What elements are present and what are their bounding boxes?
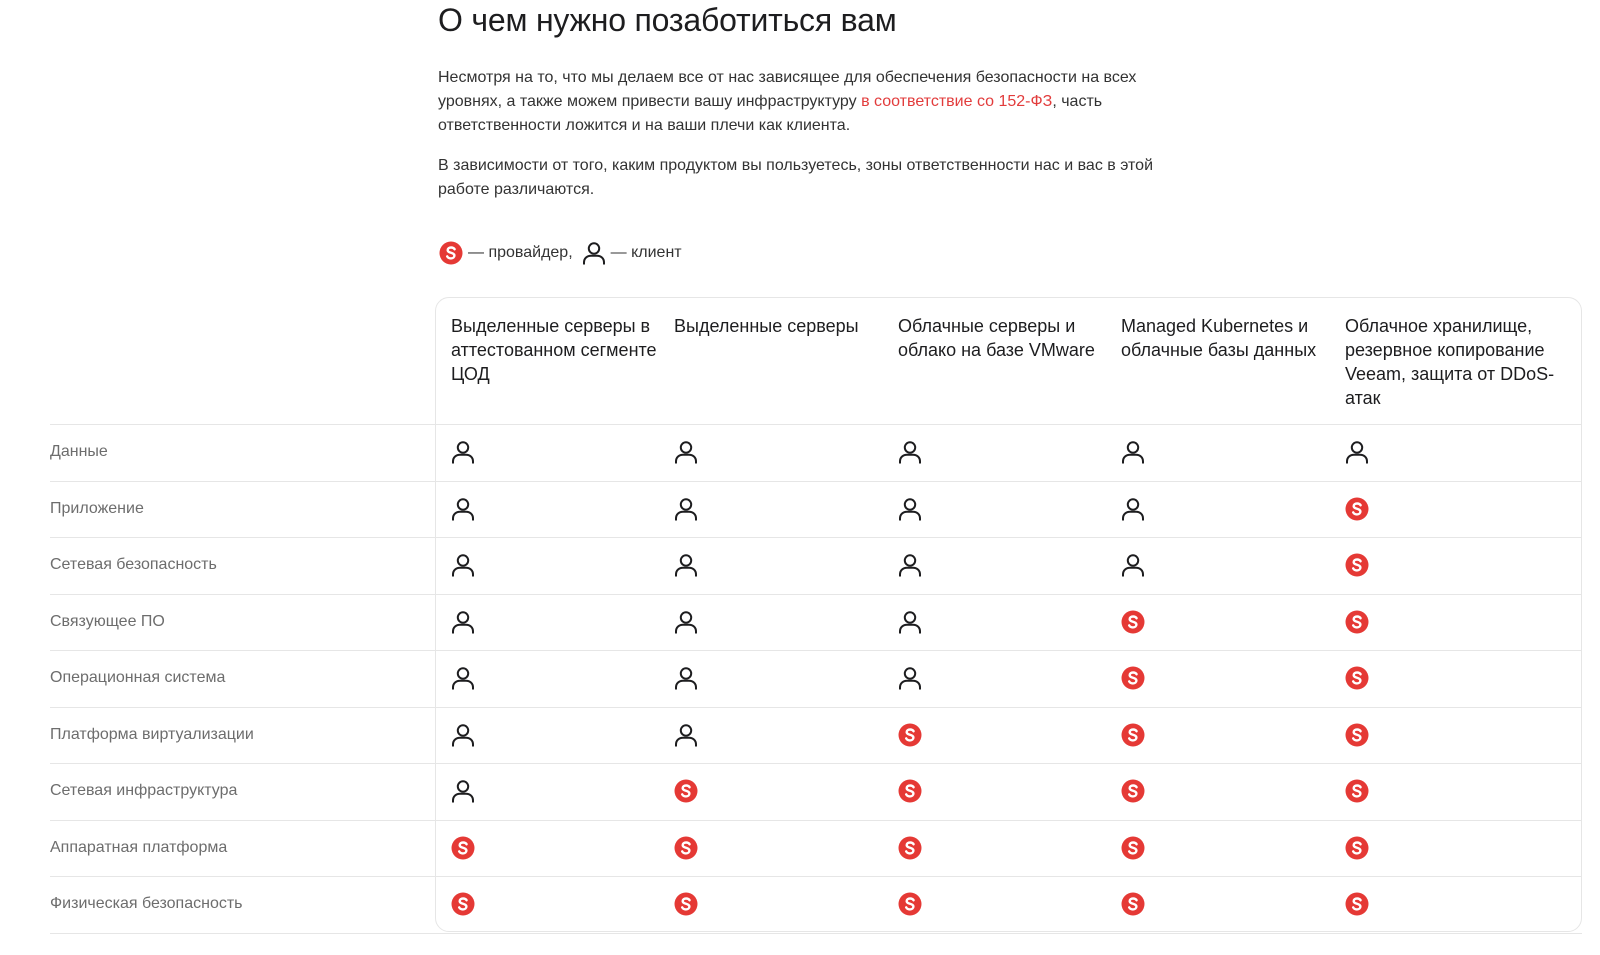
row-divider bbox=[50, 876, 1582, 877]
provider-s-icon bbox=[1120, 665, 1146, 691]
provider-s-icon bbox=[673, 835, 699, 861]
legend-provider-label: — провайдер, bbox=[468, 244, 573, 261]
row-label: Сетевая инфраструктура bbox=[50, 782, 238, 800]
row-label: Платформа виртуализации bbox=[50, 725, 254, 743]
column-header: Выделенные серверы в аттестованном сегменте ЦОД bbox=[451, 316, 657, 384]
fz152-compliance-link[interactable]: в соответствие со 152-ФЗ bbox=[861, 93, 1053, 110]
client-person-icon bbox=[450, 496, 476, 522]
row-divider bbox=[50, 707, 1582, 708]
row-divider bbox=[50, 537, 1582, 538]
client-person-icon bbox=[1120, 496, 1146, 522]
responsibility-paragraph: В зависимости от того, каким продуктом вы пользуетесь, зоны ответственности нас и вас в этой работе различаются. bbox=[438, 157, 1154, 198]
provider-s-icon bbox=[1120, 891, 1146, 917]
provider-s-icon bbox=[673, 891, 699, 917]
row-label: Физическая безопасность bbox=[50, 895, 243, 913]
client-person-icon bbox=[673, 665, 699, 691]
row-divider bbox=[50, 594, 1582, 595]
row-divider bbox=[50, 424, 1582, 425]
row-divider bbox=[50, 763, 1582, 764]
row-label: Сетевая безопасность bbox=[50, 556, 217, 574]
client-person-icon bbox=[450, 665, 476, 691]
client-person-icon bbox=[673, 609, 699, 635]
provider-s-icon bbox=[1344, 722, 1370, 748]
provider-s-icon bbox=[438, 240, 464, 266]
provider-s-icon bbox=[1344, 891, 1370, 917]
section-title: О чем нужно позаботиться вам bbox=[438, 2, 897, 38]
row-divider bbox=[50, 933, 1582, 934]
client-person-icon bbox=[673, 722, 699, 748]
row-label: Данные bbox=[50, 443, 108, 461]
client-person-icon bbox=[897, 609, 923, 635]
provider-s-icon bbox=[450, 835, 476, 861]
provider-s-icon bbox=[1344, 835, 1370, 861]
client-person-icon bbox=[673, 552, 699, 578]
row-label: Приложение bbox=[50, 499, 144, 517]
client-person-icon bbox=[450, 552, 476, 578]
row-divider bbox=[50, 820, 1582, 821]
legend-client-label: — клиент bbox=[610, 244, 682, 261]
provider-s-icon bbox=[1120, 778, 1146, 804]
client-person-icon bbox=[450, 778, 476, 804]
client-person-icon bbox=[897, 665, 923, 691]
provider-s-icon bbox=[897, 835, 923, 861]
client-person-icon bbox=[450, 722, 476, 748]
provider-s-icon bbox=[897, 722, 923, 748]
row-divider bbox=[50, 481, 1582, 482]
client-person-icon bbox=[450, 609, 476, 635]
provider-s-icon bbox=[1344, 665, 1370, 691]
client-person-icon bbox=[1120, 552, 1146, 578]
provider-s-icon bbox=[1344, 778, 1370, 804]
client-person-icon bbox=[897, 496, 923, 522]
client-person-icon bbox=[581, 240, 607, 266]
column-header: Облачное хранилище, резервное копирование Veeam, защита от DDoS-атак bbox=[1345, 316, 1555, 408]
client-person-icon bbox=[1344, 439, 1370, 465]
provider-s-icon bbox=[1120, 722, 1146, 748]
intro-text-start: Несмотря на то, что мы делаем все от нас зависящее для обеспечения безопасности на всех уровнях, а также можем привести вашу инфраструктуру bbox=[438, 69, 1137, 110]
row-divider bbox=[50, 650, 1582, 651]
provider-s-icon bbox=[897, 778, 923, 804]
row-label: Операционная система bbox=[50, 669, 226, 687]
provider-s-icon bbox=[1344, 609, 1370, 635]
client-person-icon bbox=[673, 496, 699, 522]
client-person-icon bbox=[450, 439, 476, 465]
client-person-icon bbox=[897, 439, 923, 465]
provider-s-icon bbox=[897, 891, 923, 917]
provider-s-icon bbox=[1120, 835, 1146, 861]
provider-s-icon bbox=[1120, 609, 1146, 635]
client-person-icon bbox=[897, 552, 923, 578]
provider-s-icon bbox=[1344, 552, 1370, 578]
provider-s-icon bbox=[673, 778, 699, 804]
provider-s-icon bbox=[450, 891, 476, 917]
provider-s-icon bbox=[1344, 496, 1370, 522]
intro-paragraph bbox=[438, 66, 1178, 138]
column-header: Облачные серверы и облако на базе VMware bbox=[898, 316, 1095, 360]
column-header: Managed Kubernetes и облачные базы данных bbox=[1121, 316, 1317, 360]
row-label: Связующее ПО bbox=[50, 612, 165, 630]
column-header: Выделенные серверы bbox=[674, 316, 859, 336]
client-person-icon bbox=[673, 439, 699, 465]
client-person-icon bbox=[1120, 439, 1146, 465]
legend bbox=[438, 240, 690, 266]
row-label: Аппаратная платформа bbox=[50, 838, 228, 856]
intro-text-end: , часть ответственности ложится и на ваши плечи как клиента. bbox=[438, 93, 1103, 134]
